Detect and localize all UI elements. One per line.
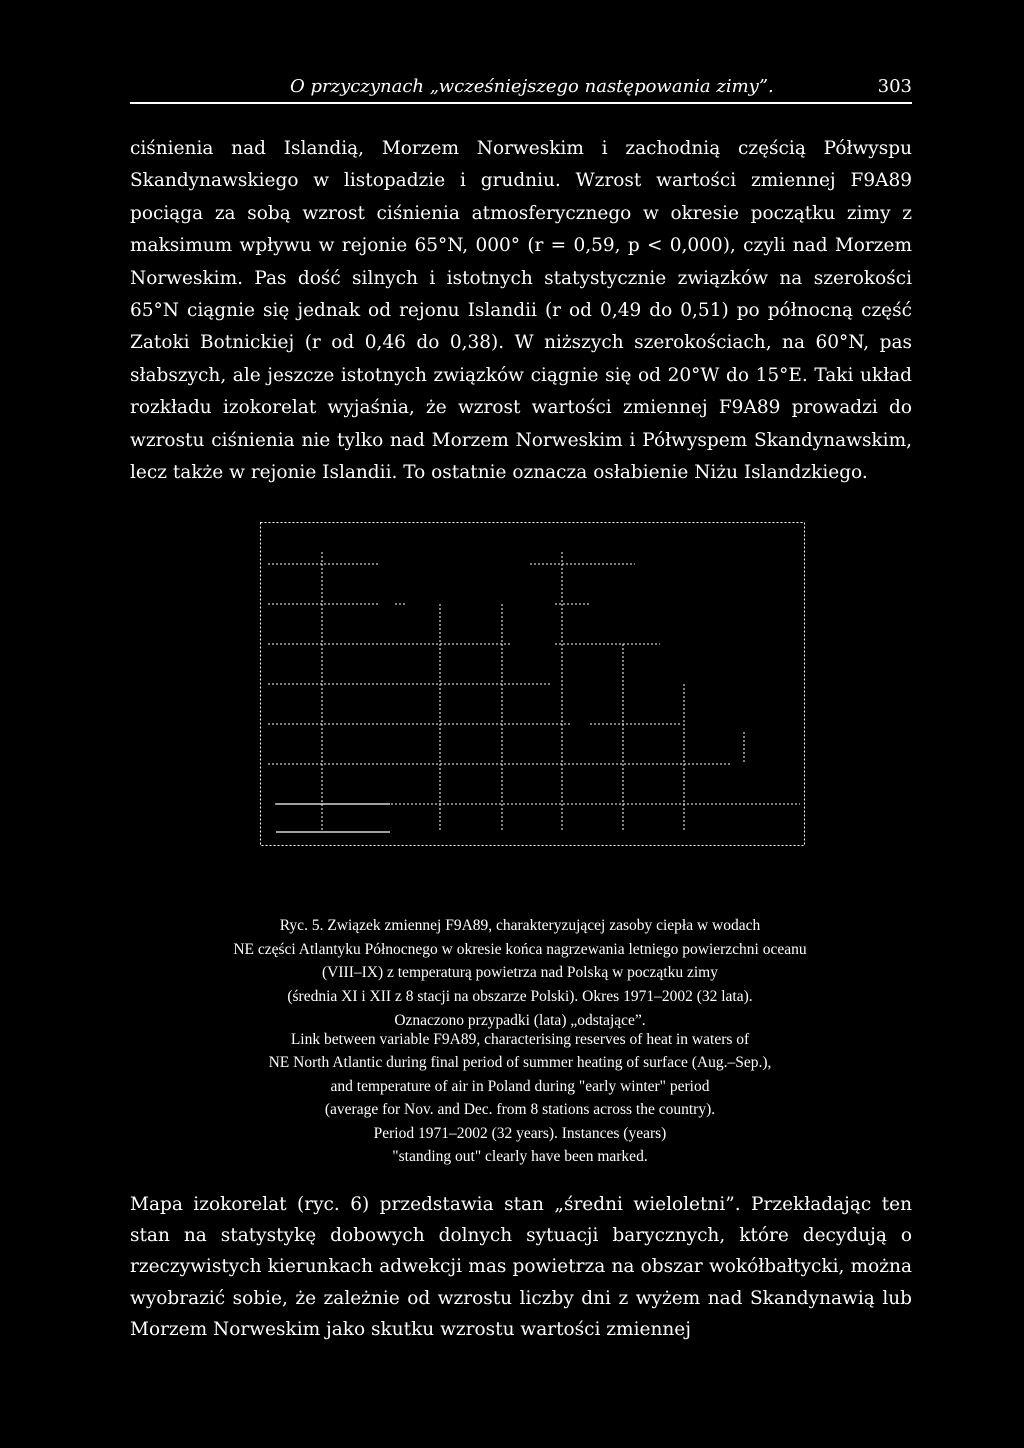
caption-en-line: (average for Nov. and Dec. from 8 stations across the country). [324, 1101, 716, 1119]
caption-pl-line: Oznaczono przypadki (lata) „odstające”. [394, 1011, 646, 1029]
running-header-title: O przyczynach „wcześniejszego następowania zimy”. [290, 76, 774, 97]
page-number: 303 [877, 76, 912, 97]
body-paragraph-bottom: Mapa izokorelat (ryc. 6) przedstawia stan „średni wieloletni”. Przekładając ten stan na statystykę dobowych dolnych sytuacji barycznych, które decydują o rzeczywistych kierunkach adwekcji mas powietrza na obszar wokółbałtycki, można wyobrazić sobie, że zależnie od wzrostu liczby dni z wyżem nad Skandynawią lub Morzem Norweskim jako skutku wzrostu wartości zmiennej [130, 1194, 912, 1340]
caption-en-line: Period 1971–2002 (32 years). Instances (years) [373, 1124, 667, 1142]
caption-en-line: Link between variable F9A89, characterising reserves of heat in waters of [290, 1031, 750, 1048]
body-paragraph-top: ciśnienia nad Islandią, Morzem Norweskim i zachodnią częścią Półwyspu Skandynawskiego w listopadzie i grudniu. Wzrost wartości zmiennej F9A89 pociąga za sobą wzrost ciśnienia atmosferycznego w okresie początku zimy z maksimum wpływu w rejonie 65°N, 000° (r = 0,59, p < 0,000), czyli nad Morzem Norweskim. Pas dość silnych i istotnych statystycznie związków na szerokości 65°N ciągnie się jednak od rejonu Islandii (r od 0,49 do 0,51) po północną część Zatoki Botnickiej (r od 0,46 do 0,38). W niższych szerokościach, na 60°N, pas słabszych, ale jeszcze istotnych związków ciągnie się od 20°W do 15°E. Taki układ rozkładu izokorelat wyjaśnia, że wzrost wartości zmiennej F9A89 prowadzi do wzrostu ciśnienia nie tylko nad Morzem Norweskim i Półwyspem Skandynawskim, lecz także w rejonie Islandii. To ostatnie oznacza osłabienie Niżu Islandzkiego. [130, 138, 912, 484]
caption-pl-line: (średnia XI i XII z 8 stacji na obszarze Polski). Okres 1971–2002 (32 lata). [287, 988, 753, 1006]
caption-pl-line: Ryc. 5. Związek zmiennej F9A89, charakteryzującej zasoby ciepła w wodach [279, 917, 761, 934]
caption-en-line: and temperature of air in Poland during "early winter" period [330, 1077, 710, 1095]
caption-pl-line: (VIII–IX) z temperaturą powietrza nad Polską w początku zimy [322, 964, 718, 982]
figure-caption-english [150, 1028, 890, 1168]
caption-en-line: "standing out" clearly have been marked. [392, 1148, 648, 1166]
caption-en-line: NE North Atlantic during final period of summer heating of surface (Aug.–Sep.), [268, 1054, 772, 1072]
figure-5-graphic [260, 522, 805, 846]
figure-5-scatterplot [260, 522, 805, 846]
figure-caption-polish [150, 914, 890, 1033]
caption-pl-line: NE części Atlantyku Północnego w okresie końca nagrzewania letniego powierzchni oceanu [233, 940, 807, 958]
running-header [130, 76, 912, 104]
